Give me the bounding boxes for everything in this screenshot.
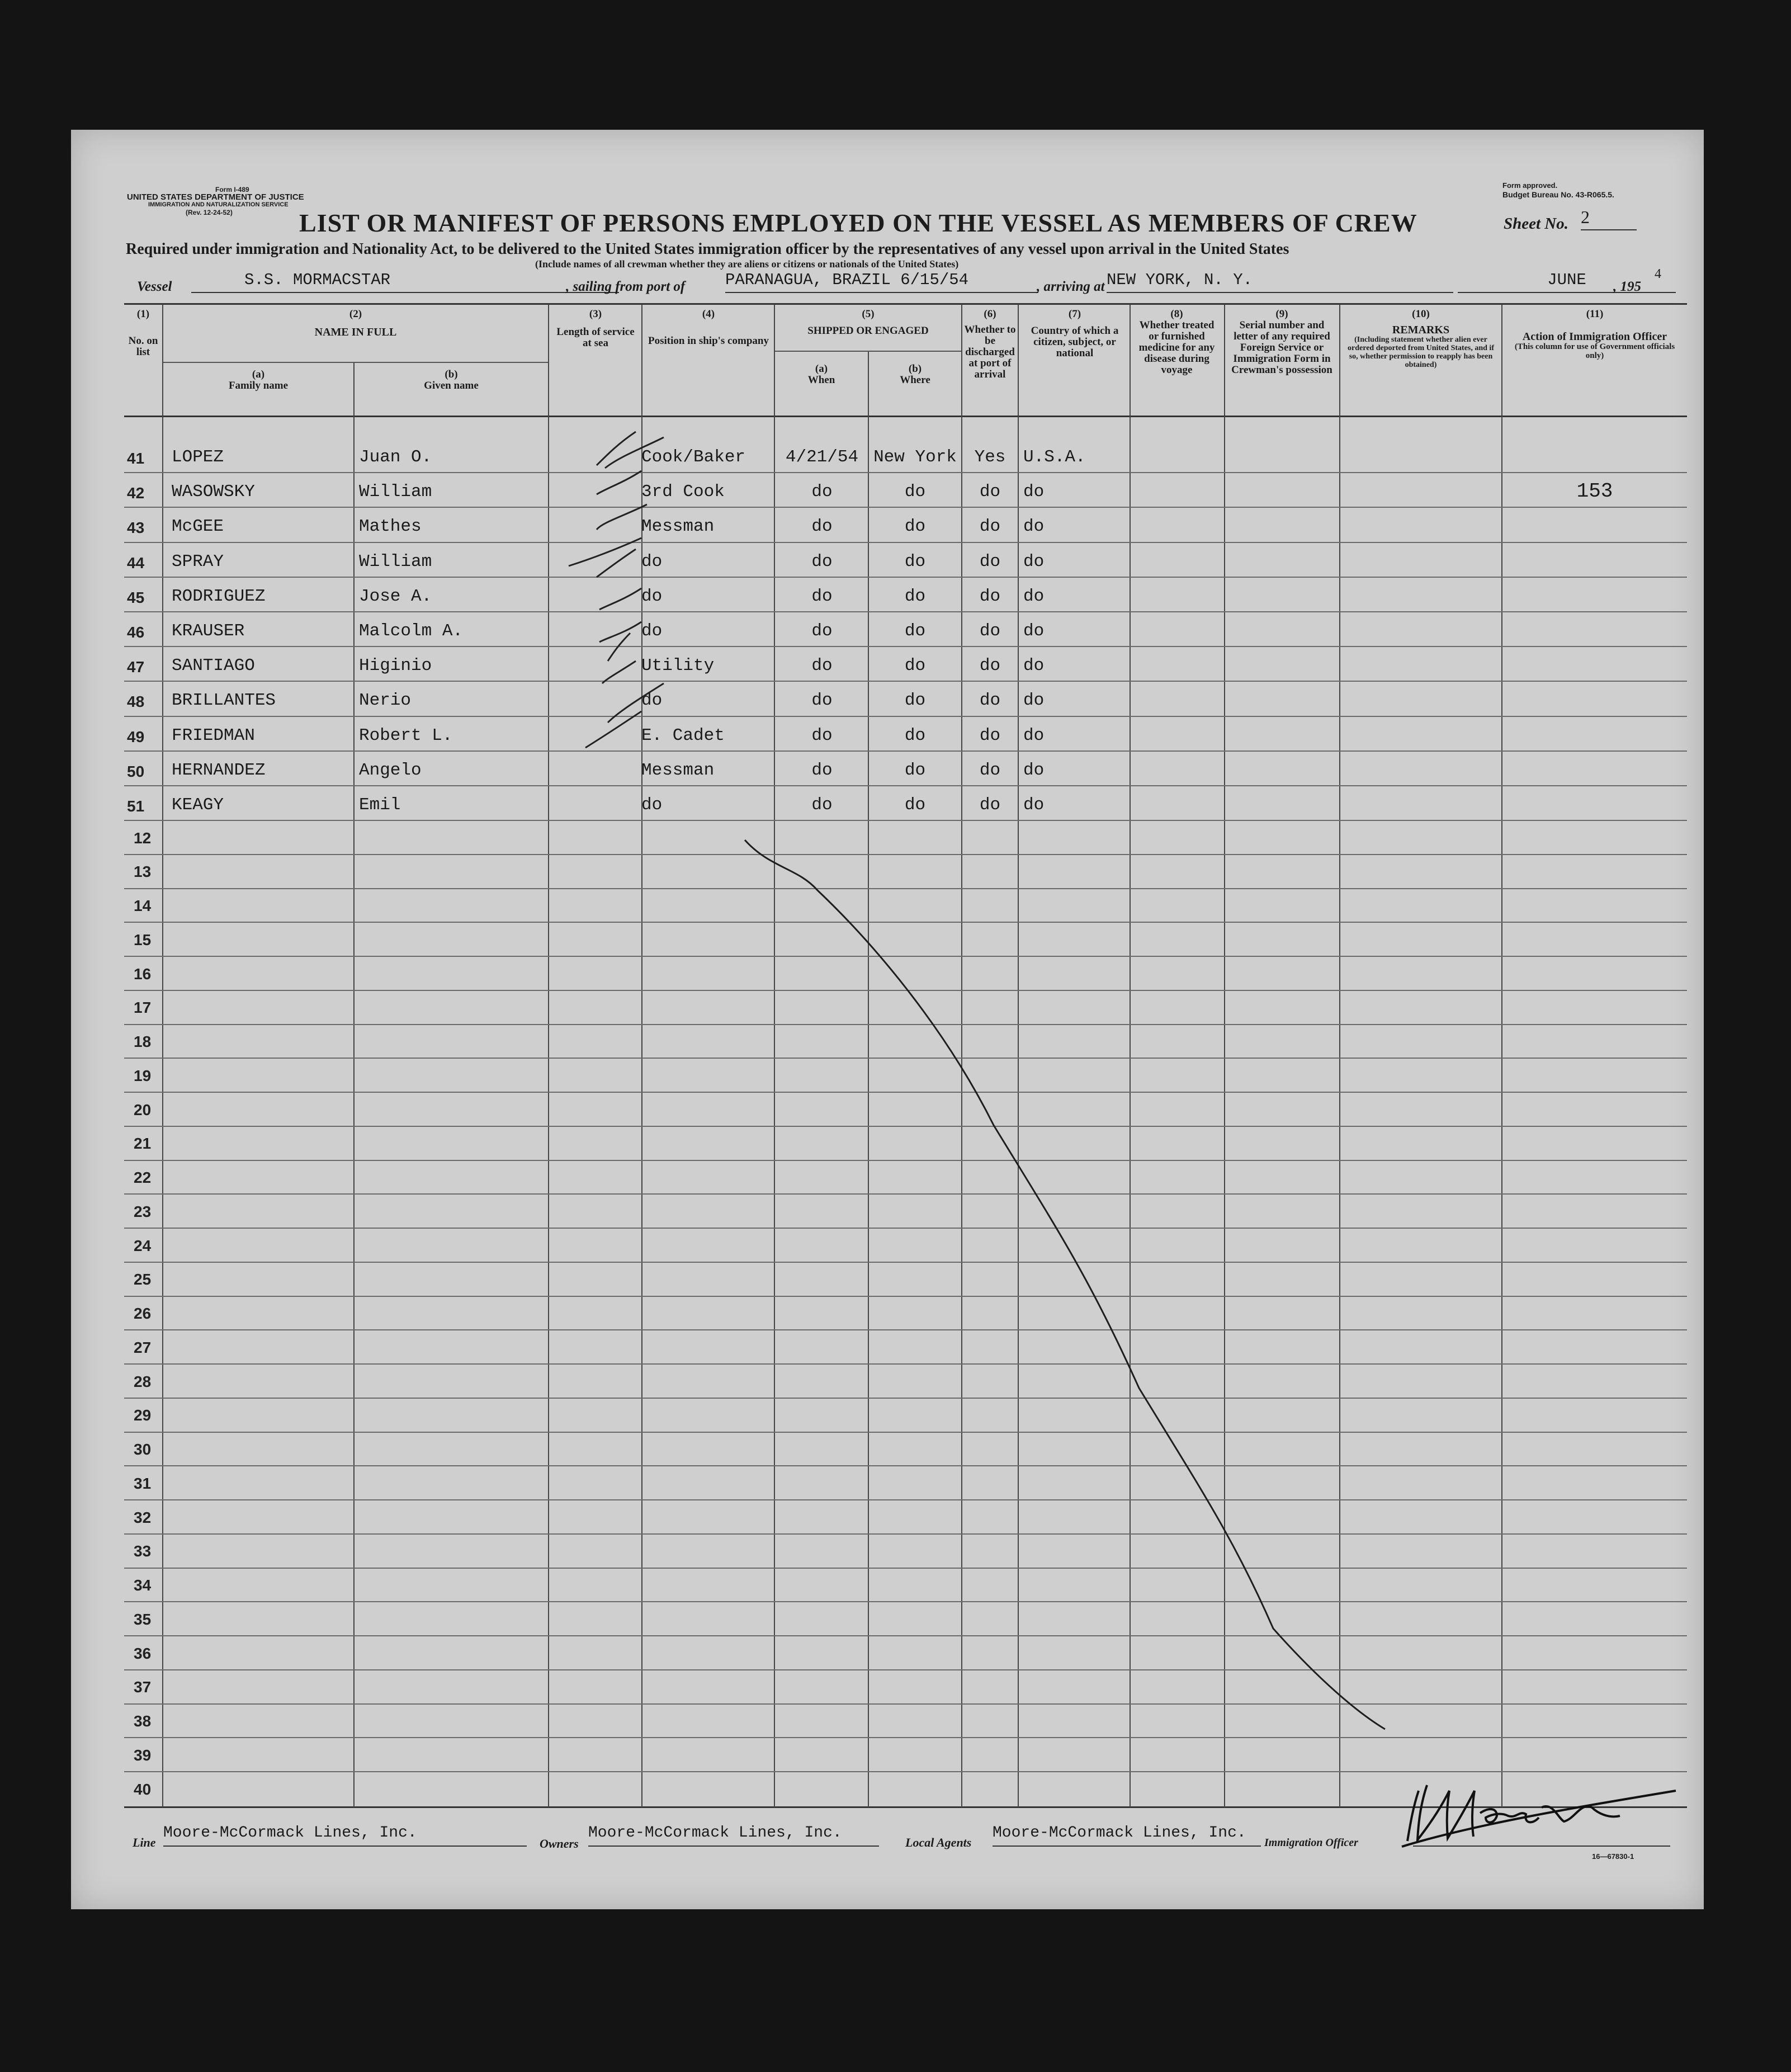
arriving-label: , arriving at (1037, 279, 1105, 294)
row-number: 46 (127, 624, 145, 641)
arrival-month: JUNE (1458, 271, 1676, 293)
country-cell: do (1023, 621, 1045, 641)
line-name: Moore-McCormack Lines, Inc. (163, 1824, 527, 1847)
shipped-where-cell: do (904, 725, 926, 745)
shipped-where-cell: do (904, 482, 926, 502)
family-name-cell: McGEE (172, 517, 224, 537)
discharged-cell: do (979, 621, 1001, 641)
line-label: Line (133, 1835, 156, 1849)
manifest-sheet (71, 130, 1704, 1909)
row-number: 15 (134, 931, 152, 948)
col2a-header: (a) Family name (228, 369, 289, 391)
given-name-cell: Malcolm A. (359, 621, 464, 641)
discharged-cell: do (979, 795, 1001, 815)
shipped-when-cell: do (811, 760, 833, 780)
given-name-cell: Robert L. (359, 725, 453, 745)
cancellation-line (71, 130, 1704, 1909)
shipped-when-cell: do (811, 795, 833, 815)
shipped-when-cell: do (811, 551, 833, 572)
given-name-cell: Higinio (359, 656, 432, 676)
shipped-when-cell: do (811, 517, 833, 537)
shipped-where-cell: do (904, 691, 926, 711)
row-number: 49 (127, 728, 145, 745)
shipped-where-cell: do (904, 586, 926, 606)
col3-header: (3) Length of service at sea (556, 308, 635, 349)
print-code: 16—67830-1 (1592, 1852, 1634, 1861)
sailing-label: , sailing from port of (566, 279, 686, 294)
discharged-cell: do (979, 656, 1001, 676)
service: IMMIGRATION AND NATURALIZATION SERVICE (148, 201, 289, 208)
arrival-port: NEW YORK, N. Y. (1107, 271, 1453, 293)
row-number: 47 (127, 658, 145, 676)
given-name-cell: Juan O. (359, 447, 432, 467)
discharged-cell: do (979, 517, 1001, 537)
budget-bureau: Budget Bureau No. 43-R065.5. (1502, 190, 1614, 199)
vessel-label: Vessel (137, 279, 172, 294)
discharged-cell: Yes (974, 447, 1006, 467)
row-number: 41 (127, 450, 145, 467)
discharged-cell: do (979, 482, 1001, 502)
form-number: Form I-489 (215, 186, 249, 193)
col5-header: (5) SHIPPED OR ENGAGED (807, 308, 929, 337)
shipped-where-cell: do (904, 551, 926, 572)
shipped-where-cell: do (904, 656, 926, 676)
row-number: 39 (134, 1746, 152, 1764)
row-number: 30 (134, 1441, 152, 1459)
shipped-where-cell: New York (873, 447, 957, 467)
country-cell: do (1023, 551, 1045, 572)
col5b-header: (b) Where (900, 363, 930, 386)
year-suffix: 4 (1655, 267, 1661, 281)
row-number: 29 (134, 1406, 152, 1424)
row-number: 24 (134, 1236, 152, 1254)
row-number: 51 (127, 797, 145, 815)
family-name-cell: RODRIGUEZ (172, 586, 266, 606)
row-number: 17 (134, 999, 152, 1017)
col10-header: (10) REMARKS (Including statement whether alien ever ordered deported from United States, and if so, whether permission to reapply has been obtained) (1348, 308, 1494, 369)
position-cell: 3rd Cook (641, 482, 725, 502)
owners-name: Moore-McCormack Lines, Inc. (588, 1824, 879, 1847)
position-cell: Messman (641, 517, 715, 537)
agents-name: Moore-McCormack Lines, Inc. (993, 1824, 1261, 1847)
shipped-when-cell: do (811, 725, 833, 745)
col11-header: (11) Action of Immigration Officer (This column for use of Government officials only) (1514, 308, 1675, 360)
given-name-cell: Jose A. (359, 586, 432, 606)
family-name-cell: HERNANDEZ (172, 760, 266, 780)
position-cell: do (641, 691, 663, 711)
row-number: 34 (134, 1577, 152, 1594)
position-cell: do (641, 621, 663, 641)
family-name-cell: LOPEZ (172, 447, 224, 467)
col6-header: (6) Whether to be discharged at port of arrival (964, 308, 1016, 380)
shipped-where-cell: do (904, 760, 926, 780)
departure-port: PARANAGUA, BRAZIL 6/15/54 (725, 271, 1038, 293)
given-name-cell: Emil (359, 795, 401, 815)
col8-header: (8) Whether treated or furnished medicine for any disease during voyage (1138, 308, 1215, 376)
shipped-where-cell: do (904, 517, 926, 537)
given-name-cell: Nerio (359, 691, 412, 711)
country-cell: do (1023, 482, 1045, 502)
row-number: 16 (134, 965, 152, 983)
family-name-cell: WASOWSKY (172, 482, 255, 502)
shipped-when-cell: 4/21/54 (785, 447, 859, 467)
country-cell: do (1023, 795, 1045, 815)
row-number: 33 (134, 1542, 152, 1560)
row-number: 27 (134, 1338, 152, 1356)
col5a-header: (a) When (807, 363, 835, 386)
row-number: 18 (134, 1033, 152, 1051)
row-number: 23 (134, 1202, 152, 1220)
form-subtitle: Required under immigration and Nationality Act, to be delivered to the United States immigration officer by the representatives of any vessel upon arrival in the United States (126, 240, 1289, 258)
discharged-cell: do (979, 725, 1001, 745)
owners-label: Owners (540, 1837, 579, 1851)
row-number: 19 (134, 1066, 152, 1084)
discharged-cell: do (979, 586, 1001, 606)
row-number: 45 (127, 588, 145, 606)
col4-header: (4) Position in ship's company (648, 308, 769, 347)
sheet-label: Sheet No. (1504, 215, 1568, 233)
shipped-when-cell: do (811, 621, 833, 641)
officer-signature (1396, 1768, 1687, 1852)
family-name-cell: SANTIAGO (172, 656, 255, 676)
country-cell: do (1023, 517, 1045, 537)
given-name-cell: Mathes (359, 517, 422, 537)
row-number: 13 (134, 863, 152, 881)
family-name-cell: FRIEDMAN (172, 725, 255, 745)
sheet-number: 2 (1581, 207, 1637, 230)
country-cell: do (1023, 760, 1045, 780)
col2-header: (2) NAME IN FULL (314, 308, 397, 338)
shipped-when-cell: do (811, 691, 833, 711)
shipped-when-cell: do (811, 586, 833, 606)
form-subnote: (Include names of all crewman whether they are aliens or citizens or nationals of the United States) (535, 258, 959, 270)
row-number: 38 (134, 1712, 152, 1730)
given-name-cell: William (359, 551, 432, 572)
row-number: 22 (134, 1169, 152, 1187)
row-number: 42 (127, 484, 145, 502)
shipped-when-cell: do (811, 482, 833, 502)
col7-header: (7) Country of which a citizen, subject, or national (1031, 308, 1119, 359)
row-number: 28 (134, 1372, 152, 1390)
row-number: 43 (127, 519, 145, 537)
discharged-cell: do (979, 691, 1001, 711)
row-number: 35 (134, 1610, 152, 1628)
position-cell: E. Cadet (641, 725, 725, 745)
row-number: 14 (134, 897, 152, 915)
row-number: 20 (134, 1101, 152, 1118)
col2b-header: (b) Given name (424, 369, 479, 391)
row-number: 40 (134, 1780, 152, 1798)
approval: Form approved. (1502, 181, 1558, 190)
shipped-when-cell: do (811, 656, 833, 676)
col9-header: (9) Serial number and letter of any required Foreign Service or Immigration Form in Crewman's possession (1231, 308, 1332, 376)
year-prefix: , 195 (1613, 279, 1641, 294)
given-name-cell: Angelo (359, 760, 422, 780)
form-title: LIST OR MANIFEST OF PERSONS EMPLOYED ON THE VESSEL AS MEMBERS OF CREW (299, 209, 1417, 237)
department: UNITED STATES DEPARTMENT OF JUSTICE (127, 192, 304, 202)
discharged-cell: do (979, 551, 1001, 572)
country-cell: do (1023, 725, 1045, 745)
discharged-cell: do (979, 760, 1001, 780)
row-number: 25 (134, 1271, 152, 1288)
country-cell: U.S.A. (1023, 447, 1086, 467)
agents-label: Local Agents (905, 1835, 972, 1849)
row-number: 26 (134, 1305, 152, 1323)
shipped-where-cell: do (904, 621, 926, 641)
given-name-cell: William (359, 482, 432, 502)
col1-header: (1) No. on list (128, 308, 158, 358)
revision: (Rev. 12-24-52) (186, 209, 233, 216)
country-cell: do (1023, 656, 1045, 676)
row-number: 36 (134, 1644, 152, 1662)
family-name-cell: KEAGY (172, 795, 224, 815)
shipped-where-cell: do (904, 795, 926, 815)
family-name-cell: KRAUSER (172, 621, 245, 641)
position-cell: Cook/Baker (641, 447, 746, 467)
row-number: 12 (134, 829, 152, 847)
family-name-cell: SPRAY (172, 551, 224, 572)
position-cell: do (641, 795, 663, 815)
row-number: 44 (127, 554, 145, 572)
country-cell: do (1023, 586, 1045, 606)
row-number: 31 (134, 1474, 152, 1492)
position-cell: Utility (641, 656, 715, 676)
row-number: 32 (134, 1508, 152, 1526)
country-cell: do (1023, 691, 1045, 711)
position-cell: do (641, 586, 663, 606)
vessel-name: S.S. MORMACSTAR (191, 271, 619, 293)
row-number: 21 (134, 1135, 152, 1153)
row-number: 37 (134, 1678, 152, 1696)
family-name-cell: BRILLANTES (172, 691, 276, 711)
row-number: 48 (127, 693, 145, 711)
officer-label: Immigration Officer (1264, 1837, 1358, 1849)
position-cell: Messman (641, 760, 715, 780)
immigration-action-cell: 153 (1576, 480, 1613, 503)
row-number: 50 (127, 762, 145, 780)
position-cell: do (641, 551, 663, 572)
